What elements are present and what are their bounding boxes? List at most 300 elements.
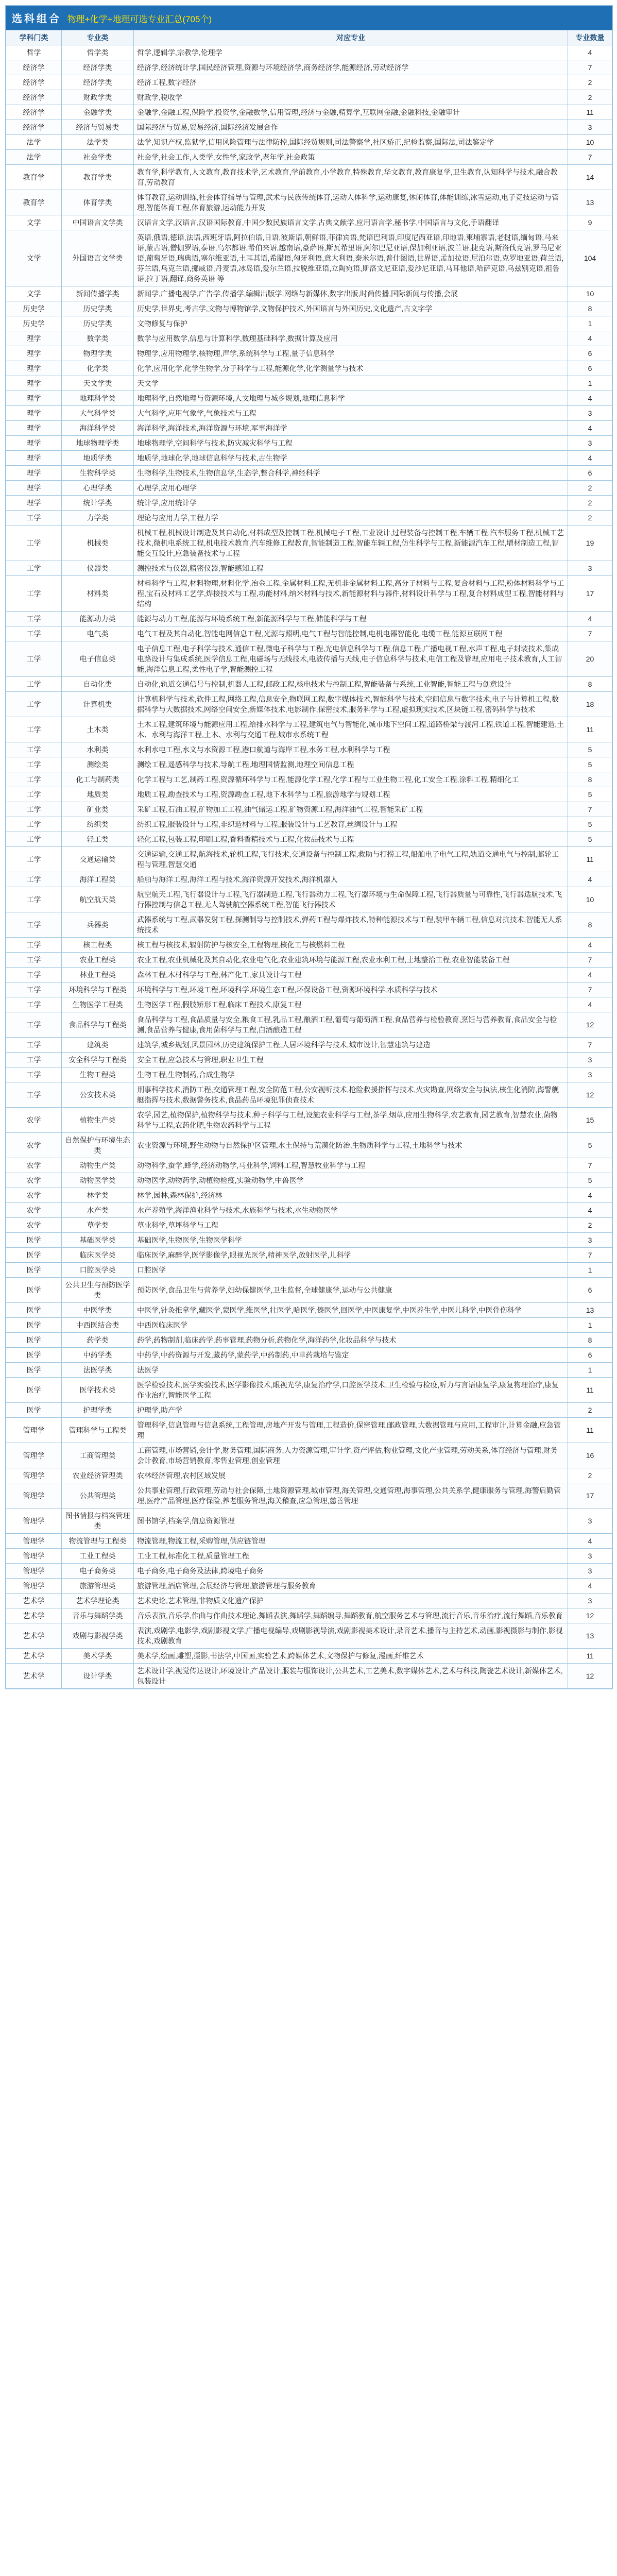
cell-majors: 化学,应用化学,化学生物学,分子科学与工程,能源化学,化学测量学与技术 [134, 361, 568, 376]
cell-category: 理学 [6, 451, 62, 466]
cell-count: 3 [568, 120, 612, 135]
cell-class: 电气类 [62, 626, 134, 641]
cell-majors: 环境科学与工程,环境工程,环境科学,环境生态工程,环保设备工程,资源环境科学,水质科学与技术 [134, 982, 568, 997]
cell-majors: 理论与应用力学,工程力学 [134, 511, 568, 526]
cell-count: 15 [568, 1108, 612, 1133]
cell-class: 公共卫生与预防医学类 [62, 1278, 134, 1303]
cell-count: 1 [568, 1318, 612, 1333]
cell-count: 3 [568, 1564, 612, 1579]
cell-majors: 口腔医学 [134, 1263, 568, 1278]
cell-count: 4 [568, 1579, 612, 1594]
cell-count: 8 [568, 1333, 612, 1348]
majors-table [6, 30, 612, 1689]
table-row [6, 1173, 612, 1188]
cell-count: 3 [568, 1067, 612, 1082]
header-row [6, 30, 612, 45]
table-row [6, 286, 612, 301]
table-row [6, 612, 612, 626]
cell-majors: 土木工程,建筑环境与能源应用工程,给排水科学与工程,建筑电气与智能化,城市地下空间工程,道路桥梁与渡河工程,铁道工程,智能建造,土木、水利与海洋工程,土木、水利与交通工程,城市水系统工程 [134, 717, 568, 742]
table-row [6, 331, 612, 346]
table-row [6, 887, 612, 912]
cell-count: 8 [568, 677, 612, 692]
cell-category: 农学 [6, 1133, 62, 1158]
cell-class: 经济学类 [62, 75, 134, 90]
table-row [6, 1038, 612, 1053]
table-row [6, 953, 612, 968]
cell-count: 9 [568, 215, 612, 230]
cell-class: 自动化类 [62, 677, 134, 692]
cell-majors: 医学检验技术,医学实验技术,医学影像技术,眼视光学,康复治疗学,口腔医学技术,卫生检验与检疫,听力与言语康复学,康复物理治疗,康复作业治疗,智能医学工程 [134, 1378, 568, 1403]
cell-majors: 水利水电工程,水文与水资源工程,港口航道与海岸工程,水务工程,水利科学与工程 [134, 742, 568, 757]
cell-majors: 公共事业管理,行政管理,劳动与社会保障,土地资源管理,城市管理,海关管理,交通管理,海事管理,公共关系学,健康服务与管理,海警后勤管理,医疗产品管理,医疗保险,养老服务管理,海关稽查,应急管理,慈善管理 [134, 1483, 568, 1509]
cell-count: 11 [568, 1378, 612, 1403]
cell-category: 理学 [6, 331, 62, 346]
cell-category: 工学 [6, 692, 62, 717]
cell-class: 动物医学类 [62, 1173, 134, 1188]
table-row [6, 832, 612, 847]
table-row [6, 787, 612, 802]
cell-count: 6 [568, 1348, 612, 1363]
cell-majors: 经济学,经济统计学,国民经济管理,资源与环境经济学,商务经济学,能源经济,劳动经济学 [134, 60, 568, 75]
cell-category: 农学 [6, 1218, 62, 1233]
header-class: 专业类 [62, 30, 134, 45]
cell-class: 电子信息类 [62, 641, 134, 677]
header-majors: 对应专业 [134, 30, 568, 45]
cell-category: 管理学 [6, 1483, 62, 1509]
cell-count: 2 [568, 90, 612, 105]
cell-category: 理学 [6, 481, 62, 496]
cell-majors: 体育教育,运动训练,社会体育指导与管理,武术与民族传统体育,运动人体科学,运动康复,休闲体育,体能训练,冰雪运动,电子竞技运动与管理,智能体育工程,体育旅游,运动能力开发 [134, 190, 568, 215]
cell-class: 轻工类 [62, 832, 134, 847]
cell-count: 6 [568, 466, 612, 481]
table-row [6, 1564, 612, 1579]
table-row [6, 1233, 612, 1248]
cell-category: 工学 [6, 872, 62, 887]
cell-class: 经济与贸易类 [62, 120, 134, 135]
cell-count: 4 [568, 872, 612, 887]
cell-count: 17 [568, 576, 612, 612]
table-row [6, 421, 612, 436]
cell-class: 地质学类 [62, 451, 134, 466]
cell-count: 18 [568, 692, 612, 717]
cell-count: 5 [568, 742, 612, 757]
cell-category: 理学 [6, 361, 62, 376]
cell-count: 104 [568, 230, 612, 286]
cell-class: 土木类 [62, 717, 134, 742]
table-row [6, 215, 612, 230]
cell-class: 材料类 [62, 576, 134, 612]
cell-class: 自然保护与环境生态类 [62, 1133, 134, 1158]
cell-category: 经济学 [6, 120, 62, 135]
cell-majors: 地理科学,自然地理与资源环境,人文地理与城乡规划,地理信息科学 [134, 391, 568, 406]
cell-category: 经济学 [6, 60, 62, 75]
table-row [6, 45, 612, 60]
cell-class: 林业工程类 [62, 968, 134, 982]
cell-count: 4 [568, 451, 612, 466]
cell-majors: 哲学,逻辑学,宗教学,伦理学 [134, 45, 568, 60]
cell-category: 工学 [6, 1082, 62, 1108]
table-row [6, 1509, 612, 1534]
cell-count: 12 [568, 1012, 612, 1038]
cell-category: 艺术学 [6, 1664, 62, 1689]
cell-majors: 中医学,针灸推拿学,藏医学,蒙医学,维医学,壮医学,哈医学,傣医学,回医学,中医康复学,中医养生学,中医儿科学,中医骨伤科学 [134, 1303, 568, 1318]
cell-majors: 生物工程,生物制药,合成生物学 [134, 1067, 568, 1082]
cell-count: 11 [568, 717, 612, 742]
table-row [6, 717, 612, 742]
cell-class: 外国语言文学类 [62, 230, 134, 286]
table-row [6, 1579, 612, 1594]
table-row [6, 912, 612, 938]
table-row [6, 150, 612, 165]
cell-category: 医学 [6, 1318, 62, 1333]
cell-category: 工学 [6, 641, 62, 677]
table-row [6, 526, 612, 561]
cell-category: 管理学 [6, 1534, 62, 1549]
table-row [6, 968, 612, 982]
cell-count: 4 [568, 1534, 612, 1549]
cell-class: 食品科学与工程类 [62, 1012, 134, 1038]
table-row [6, 1333, 612, 1348]
cell-category: 工学 [6, 1067, 62, 1082]
table-row [6, 190, 612, 215]
cell-class: 天文学类 [62, 376, 134, 391]
cell-category: 理学 [6, 406, 62, 421]
cell-count: 4 [568, 997, 612, 1012]
cell-class: 中药学类 [62, 1348, 134, 1363]
cell-majors: 文物修复与保护 [134, 316, 568, 331]
cell-category: 工学 [6, 772, 62, 787]
table-row [6, 60, 612, 75]
cell-category: 工学 [6, 717, 62, 742]
cell-majors: 草业科学,草坪科学与工程 [134, 1218, 568, 1233]
cell-majors: 美术学,绘画,雕塑,摄影,书法学,中国画,实验艺术,跨媒体艺术,文物保护与修复,漫画,纤维艺术 [134, 1649, 568, 1664]
cell-class: 哲学类 [62, 45, 134, 60]
table-row [6, 75, 612, 90]
cell-class: 海洋科学类 [62, 421, 134, 436]
cell-class: 基础医学类 [62, 1233, 134, 1248]
cell-class: 化学类 [62, 361, 134, 376]
cell-class: 草学类 [62, 1218, 134, 1233]
cell-class: 环境科学与工程类 [62, 982, 134, 997]
table-row [6, 301, 612, 316]
table-row [6, 1082, 612, 1108]
cell-category: 经济学 [6, 90, 62, 105]
table-row [6, 1248, 612, 1263]
cell-count: 10 [568, 135, 612, 150]
cell-majors: 电子信息工程,电子科学与技术,通信工程,微电子科学与工程,光电信息科学与工程,信息工程,广播电视工程,水声工程,电子封装技术,集成电路设计与集成系统,医学信息工程,电磁场与无线技术,电波传播与天线,电子信息科学与技术,电信工程及管理,应用电子技术教育,人工智能,海洋信息工程,柔性电子学,智能测控工程 [134, 641, 568, 677]
cell-majors: 汉语言文学,汉语言,汉语国际教育,中国少数民族语言文学,古典文献学,应用语言学,秘书学,中国语言与文化,手语翻译 [134, 215, 568, 230]
cell-count: 19 [568, 526, 612, 561]
cell-class: 建筑类 [62, 1038, 134, 1053]
cell-category: 法学 [6, 150, 62, 165]
table-row [6, 105, 612, 120]
cell-count: 6 [568, 1278, 612, 1303]
table-body [6, 45, 612, 1689]
cell-category: 文学 [6, 230, 62, 286]
table-row [6, 1067, 612, 1082]
cell-count: 10 [568, 887, 612, 912]
table-row [6, 90, 612, 105]
cell-majors: 艺术史论,艺术管理,非物质文化遗产保护 [134, 1594, 568, 1608]
cell-majors: 英语,俄语,德语,法语,西班牙语,阿拉伯语,日语,波斯语,朝鲜语,菲律宾语,梵语巴利语,印度尼西亚语,印地语,柬埔寨语,老挝语,缅甸语,马来语,蒙古语,僧伽罗语,泰语,乌尔都语,希伯来语,越南语,豪萨语,斯瓦希里语,阿尔巴尼亚语,保加利亚语,波兰语,捷克语,斯洛伐克语,罗马尼亚语,葡萄牙语,瑞典语,塞尔维亚语,土耳其语,希腊语,匈牙利语,意大利语,泰米尔语,普什图语,世界语,孟加拉语,尼泊尔语,克罗地亚语,荷兰语,芬兰语,乌克兰语,挪威语,丹麦语,冰岛语,爱尔兰语,拉脱维亚语,立陶宛语,斯洛文尼亚语,爱沙尼亚语,马耳他语,哈萨克语,乌兹别克语,祖鲁语,拉丁语,翻译,商务英语 等 [134, 230, 568, 286]
cell-category: 管理学 [6, 1549, 62, 1564]
table-row [6, 1378, 612, 1403]
cell-class: 水产类 [62, 1203, 134, 1218]
table-row [6, 1158, 612, 1173]
cell-count: 10 [568, 286, 612, 301]
cell-class: 金融学类 [62, 105, 134, 120]
cell-category: 管理学 [6, 1418, 62, 1443]
cell-class: 动物生产类 [62, 1158, 134, 1173]
cell-count: 6 [568, 346, 612, 361]
cell-class: 音乐与舞蹈学类 [62, 1608, 134, 1623]
cell-class: 法学类 [62, 135, 134, 150]
table-row [6, 692, 612, 717]
cell-majors: 教育学,科学教育,人文教育,教育技术学,艺术教育,学前教育,小学教育,特殊教育,华文教育,教育康复学,卫生教育,认知科学与技术,融合教育,劳动教育 [134, 165, 568, 190]
cell-class: 林学类 [62, 1188, 134, 1203]
cell-majors: 法学,知识产权,监狱学,信用风险管理与法律防控,国际经贸规则,司法警察学,社区矫正,纪检监察,国际法,司法鉴定学 [134, 135, 568, 150]
table-row [6, 817, 612, 832]
cell-count: 7 [568, 1158, 612, 1173]
cell-category: 哲学 [6, 45, 62, 60]
cell-category: 教育学 [6, 165, 62, 190]
cell-majors: 财政学,税收学 [134, 90, 568, 105]
cell-category: 医学 [6, 1263, 62, 1278]
cell-category: 工学 [6, 742, 62, 757]
table-row [6, 1053, 612, 1067]
cell-majors: 金融学,金融工程,保险学,投资学,金融数学,信用管理,经济与金融,精算学,互联网金融,金融科技,金融审计 [134, 105, 568, 120]
table-row [6, 576, 612, 612]
cell-majors: 护理学,助产学 [134, 1403, 568, 1418]
cell-count: 2 [568, 1218, 612, 1233]
cell-count: 4 [568, 1188, 612, 1203]
cell-majors: 新闻学,广播电视学,广告学,传播学,编辑出版学,网络与新媒体,数字出版,时尚传播,国际新闻与传播,会展 [134, 286, 568, 301]
cell-category: 工学 [6, 576, 62, 612]
table-row [6, 1278, 612, 1303]
cell-count: 2 [568, 75, 612, 90]
cell-majors: 生物科学,生物技术,生物信息学,生态学,整合科学,神经科学 [134, 466, 568, 481]
cell-class: 口腔医学类 [62, 1263, 134, 1278]
cell-class: 电子商务类 [62, 1564, 134, 1579]
cell-majors: 统计学,应用统计学 [134, 496, 568, 511]
cell-category: 工学 [6, 832, 62, 847]
cell-class: 航空航天类 [62, 887, 134, 912]
cell-count: 7 [568, 982, 612, 997]
cell-majors: 水产养殖学,海洋渔业科学与技术,水族科学与技术,水生动物医学 [134, 1203, 568, 1218]
cell-category: 管理学 [6, 1564, 62, 1579]
cell-class: 图书情报与档案管理类 [62, 1509, 134, 1534]
cell-category: 工学 [6, 982, 62, 997]
cell-category: 医学 [6, 1278, 62, 1303]
cell-count: 3 [568, 436, 612, 451]
cell-majors: 农业资源与环境,野生动物与自然保护区管理,水土保持与荒漠化防治,生物质科学与工程,土地科学与技术 [134, 1133, 568, 1158]
cell-category: 工学 [6, 887, 62, 912]
table-row [6, 1263, 612, 1278]
cell-category: 工学 [6, 802, 62, 817]
cell-class: 医学技术类 [62, 1378, 134, 1403]
cell-class: 海洋工程类 [62, 872, 134, 887]
table-row [6, 1549, 612, 1564]
cell-class: 地理科学类 [62, 391, 134, 406]
cell-class: 生物医学工程类 [62, 997, 134, 1012]
cell-class: 机械类 [62, 526, 134, 561]
cell-majors: 交通运输,交通工程,航海技术,轮机工程,飞行技术,交通设备与控制工程,救助与打捞工程,船舶电子电气工程,轨道交通电气与控制,邮轮工程与管理,智慧交通 [134, 847, 568, 872]
cell-class: 社会学类 [62, 150, 134, 165]
cell-class: 工业工程类 [62, 1549, 134, 1564]
table-row [6, 1443, 612, 1468]
cell-class: 兵器类 [62, 912, 134, 938]
cell-class: 仪器类 [62, 561, 134, 576]
cell-category: 理学 [6, 391, 62, 406]
title-sub: 物理+化学+地理可选专业汇总(705个) [67, 14, 212, 24]
cell-count: 8 [568, 301, 612, 316]
cell-count: 5 [568, 817, 612, 832]
cell-category: 工学 [6, 847, 62, 872]
cell-majors: 动物医学,动物药学,动植物检疫,实验动物学,中兽医学 [134, 1173, 568, 1188]
cell-category: 艺术学 [6, 1649, 62, 1664]
cell-category: 工学 [6, 511, 62, 526]
table-row [6, 1608, 612, 1623]
table-row [6, 230, 612, 286]
cell-category: 经济学 [6, 105, 62, 120]
cell-majors: 旅游管理,酒店管理,会展经济与管理,旅游管理与服务教育 [134, 1579, 568, 1594]
cell-category: 经济学 [6, 75, 62, 90]
cell-majors: 工商管理,市场营销,会计学,财务管理,国际商务,人力资源管理,审计学,资产评估,物业管理,文化产业管理,劳动关系,体育经济与管理,财务会计教育,市场营销教育,零售业管理,创业管理 [134, 1443, 568, 1468]
table-row [6, 165, 612, 190]
cell-majors: 历史学,世界史,考古学,文物与博物馆学,文物保护技术,外国语言与外国历史,文化遗产,古文字学 [134, 301, 568, 316]
cell-category: 工学 [6, 938, 62, 953]
cell-majors: 中药学,中药资源与开发,藏药学,蒙药学,中药制药,中草药栽培与鉴定 [134, 1348, 568, 1363]
cell-majors: 音乐表演,音乐学,作曲与作曲技术理论,舞蹈表演,舞蹈学,舞蹈编导,舞蹈教育,航空服务艺术与管理,流行音乐,音乐治疗,流行舞蹈,音乐教育 [134, 1608, 568, 1623]
cell-category: 医学 [6, 1403, 62, 1418]
cell-count: 7 [568, 60, 612, 75]
cell-count: 4 [568, 1203, 612, 1218]
table-row [6, 406, 612, 421]
cell-count: 14 [568, 165, 612, 190]
cell-class: 生物科学类 [62, 466, 134, 481]
cell-class: 公共管理类 [62, 1483, 134, 1509]
cell-majors: 生物医学工程,假肢矫形工程,临床工程技术,康复工程 [134, 997, 568, 1012]
cell-class: 纺织类 [62, 817, 134, 832]
cell-majors: 海洋科学,海洋技术,海洋资源与环境,军事海洋学 [134, 421, 568, 436]
table-row [6, 1363, 612, 1378]
cell-majors: 预防医学,食品卫生与营养学,妇幼保健医学,卫生监督,全球健康学,运动与公共健康 [134, 1278, 568, 1303]
cell-count: 7 [568, 1038, 612, 1053]
cell-count: 2 [568, 511, 612, 526]
cell-majors: 管理科学,信息管理与信息系统,工程管理,房地产开发与管理,工程造价,保密管理,邮政管理,大数据管理与应用,工程审计,计算金融,应急管理 [134, 1418, 568, 1443]
cell-count: 4 [568, 391, 612, 406]
cell-class: 物流管理与工程类 [62, 1534, 134, 1549]
cell-category: 工学 [6, 561, 62, 576]
cell-count: 13 [568, 190, 612, 215]
cell-majors: 森林工程,木材科学与工程,林产化工,家具设计与工程 [134, 968, 568, 982]
cell-majors: 物流管理,物流工程,采购管理,供应链管理 [134, 1534, 568, 1549]
cell-class: 美术学类 [62, 1649, 134, 1664]
cell-majors: 社会学,社会工作,人类学,女性学,家政学,老年学,社会政策 [134, 150, 568, 165]
table-row [6, 641, 612, 677]
cell-majors: 建筑学,城乡规划,风景园林,历史建筑保护工程,人居环境科学与技术,城市设计,智慧建筑与建造 [134, 1038, 568, 1053]
table-row [6, 997, 612, 1012]
table-row [6, 1188, 612, 1203]
cell-majors: 数学与应用数学,信息与计算科学,数理基础科学,数据计算及应用 [134, 331, 568, 346]
cell-count: 12 [568, 1664, 612, 1689]
cell-class: 物理学类 [62, 346, 134, 361]
cell-category: 文学 [6, 215, 62, 230]
cell-category: 农学 [6, 1158, 62, 1173]
cell-category: 农学 [6, 1203, 62, 1218]
cell-class: 体育学类 [62, 190, 134, 215]
cell-class: 艺术学理论类 [62, 1594, 134, 1608]
cell-count: 4 [568, 968, 612, 982]
cell-majors: 材料科学与工程,材料物理,材料化学,冶金工程,金属材料工程,无机非金属材料工程,高分子材料与工程,复合材料与工程,粉体材料科学与工程,宝石及材料工艺学,焊接技术与工程,功能材料,纳米材料与技术,新能源材料与器件,材料设计科学与工程,复合材料成型工程,智能材料与结构 [134, 576, 568, 612]
cell-majors: 船舶与海洋工程,海洋工程与技术,海洋资源开发技术,海洋机器人 [134, 872, 568, 887]
cell-class: 财政学类 [62, 90, 134, 105]
cell-majors: 地球物理学,空间科学与技术,防灾减灾科学与工程 [134, 436, 568, 451]
table-row [6, 361, 612, 376]
cell-majors: 安全工程,应急技术与管理,职业卫生工程 [134, 1053, 568, 1067]
cell-count: 5 [568, 1173, 612, 1188]
cell-majors: 采矿工程,石油工程,矿物加工工程,油气储运工程,矿物资源工程,海洋油气工程,智能采矿工程 [134, 802, 568, 817]
table-row [6, 772, 612, 787]
cell-category: 管理学 [6, 1468, 62, 1483]
table-row [6, 1664, 612, 1689]
table-row [6, 742, 612, 757]
cell-category: 工学 [6, 968, 62, 982]
table-row [6, 938, 612, 953]
cell-category: 理学 [6, 436, 62, 451]
table-row [6, 802, 612, 817]
cell-majors: 武器系统与工程,武器发射工程,探测制导与控制技术,弹药工程与爆炸技术,特种能源技术与工程,装甲车辆工程,信息对抗技术,智能无人系统技术 [134, 912, 568, 938]
cell-category: 医学 [6, 1233, 62, 1248]
cell-class: 新闻传播学类 [62, 286, 134, 301]
table-row [6, 436, 612, 451]
cell-category: 管理学 [6, 1509, 62, 1534]
cell-category: 理学 [6, 466, 62, 481]
header-count: 专业数量 [568, 30, 612, 45]
cell-count: 4 [568, 421, 612, 436]
cell-category: 管理学 [6, 1579, 62, 1594]
cell-majors: 物理学,应用物理学,核物理,声学,系统科学与工程,量子信息科学 [134, 346, 568, 361]
cell-class: 矿业类 [62, 802, 134, 817]
cell-category: 医学 [6, 1303, 62, 1318]
cell-category: 工学 [6, 612, 62, 626]
cell-majors: 艺术设计学,视觉传达设计,环境设计,产品设计,服装与服饰设计,公共艺术,工艺美术,数字媒体艺术,艺术与科技,陶瓷艺术设计,新媒体艺术,包装设计 [134, 1664, 568, 1689]
cell-class: 工商管理类 [62, 1443, 134, 1468]
table-row [6, 346, 612, 361]
table-row [6, 1318, 612, 1333]
cell-majors: 刑事科学技术,消防工程,交通管理工程,安全防范工程,公安视听技术,抢险救援指挥与技术,火灾勘查,网络安全与执法,核生化消防,海警舰艇指挥与技术,数据警务技术,食品药品环境犯罪侦查技术 [134, 1082, 568, 1108]
cell-category: 农学 [6, 1108, 62, 1133]
cell-category: 工学 [6, 787, 62, 802]
cell-class: 法医学类 [62, 1363, 134, 1378]
title-main: 选科组合 [12, 13, 61, 25]
table-row [6, 1303, 612, 1318]
cell-class: 能源动力类 [62, 612, 134, 626]
cell-count: 2 [568, 481, 612, 496]
cell-count: 3 [568, 406, 612, 421]
cell-count: 11 [568, 847, 612, 872]
cell-class: 计算机类 [62, 692, 134, 717]
cell-majors: 电气工程及其自动化,智能电网信息工程,光源与照明,电气工程与智能控制,电机电器智能化,电缆工程,能源互联网工程 [134, 626, 568, 641]
table-row [6, 847, 612, 872]
cell-count: 1 [568, 1263, 612, 1278]
cell-class: 中国语言文学类 [62, 215, 134, 230]
table-row [6, 561, 612, 576]
cell-count: 11 [568, 1418, 612, 1443]
cell-count: 13 [568, 1303, 612, 1318]
cell-category: 管理学 [6, 1443, 62, 1468]
table-row [6, 481, 612, 496]
